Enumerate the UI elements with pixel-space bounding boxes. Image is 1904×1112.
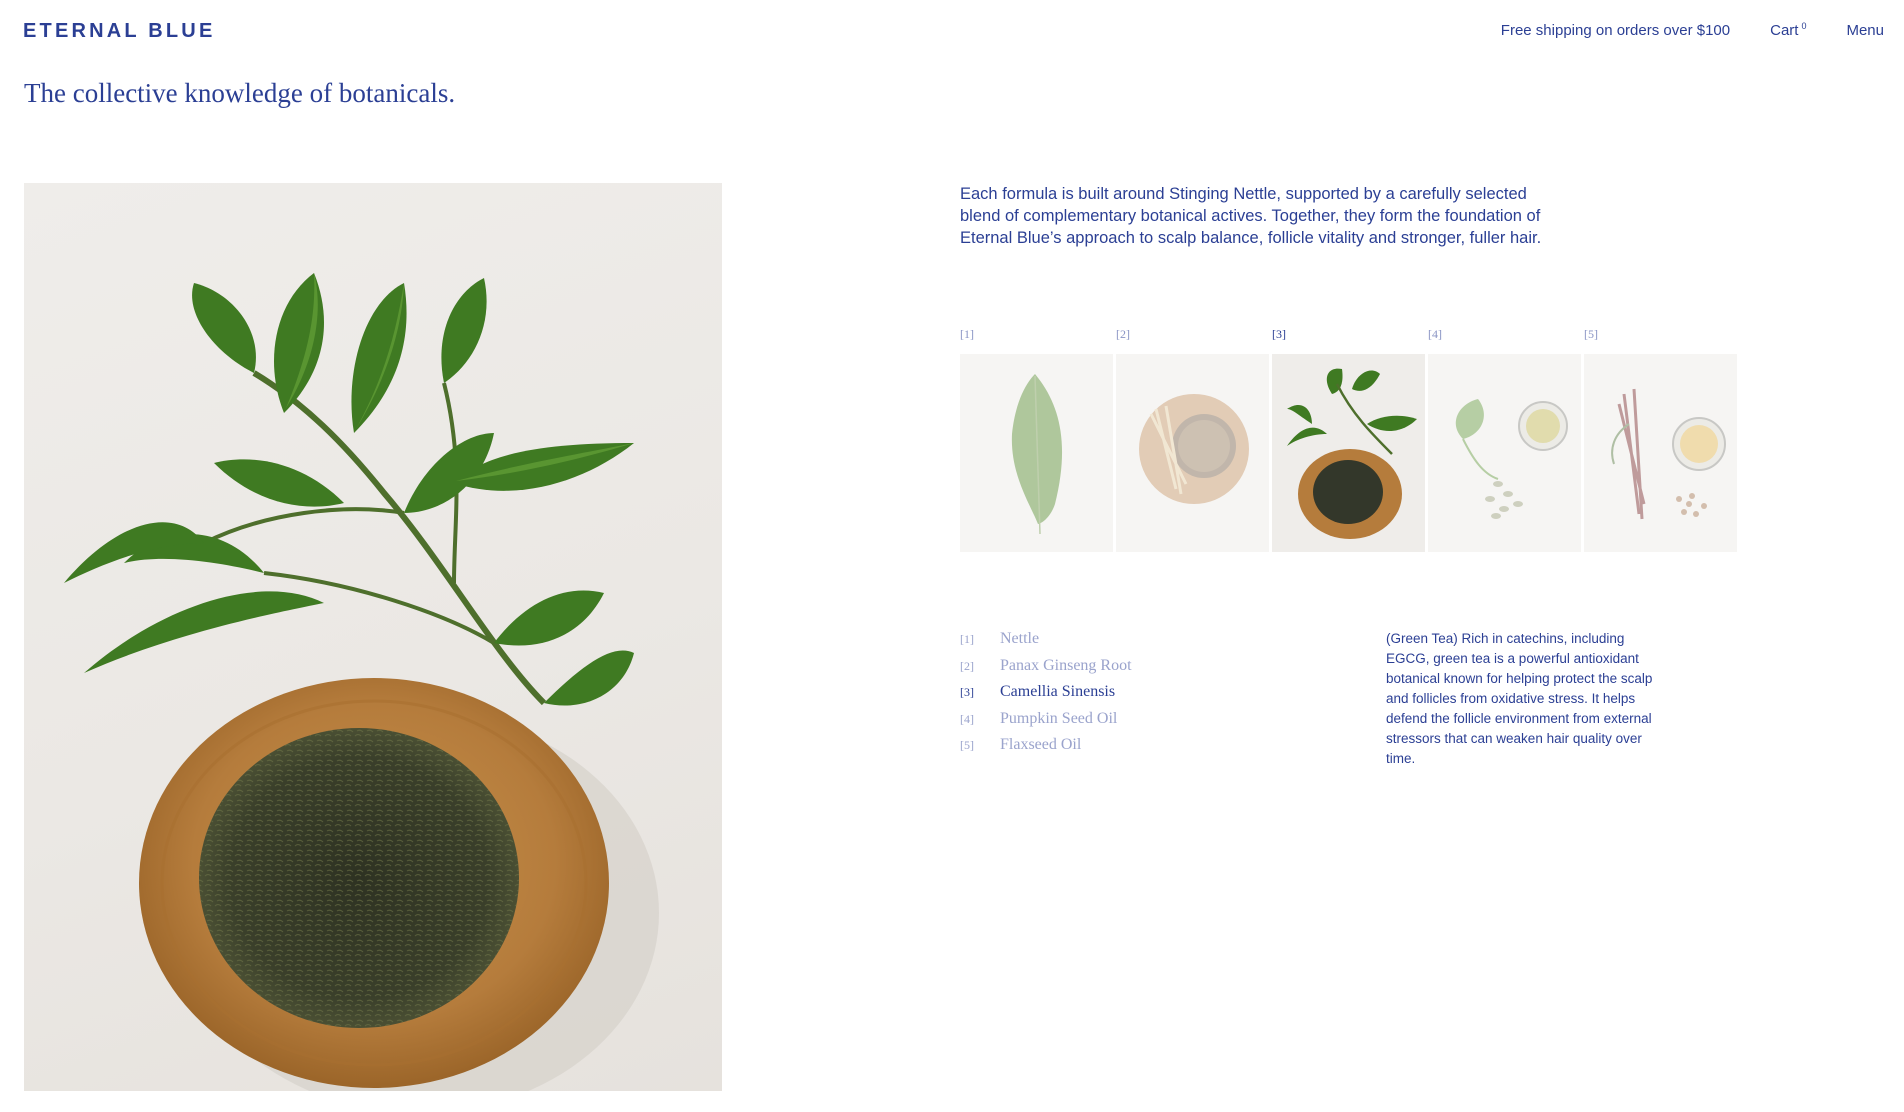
nettle-leaf-image [960, 354, 1113, 552]
header-nav [1501, 22, 1884, 39]
ingredient-index: [2] [960, 658, 974, 673]
ingredient-name: Pumpkin Seed Oil [1000, 709, 1118, 727]
thumbnail-camellia-sinensis[interactable] [1272, 326, 1425, 552]
menu-button[interactable]: Menu [1846, 22, 1884, 39]
intro-paragraph: Each formula is built around Stinging Nettle, supported by a carefully selected blend of complementary botanical actives. Together, they form the foundation of Eternal Blue’s approach to scalp balance, follicle vitality and stronger, fuller hair. [960, 185, 1542, 247]
ingredient-item-pumpkin-seed-oil[interactable] [960, 710, 1132, 737]
green-tea-image [1272, 354, 1425, 552]
thumbnail-index: [5] [1584, 327, 1598, 341]
cart-link[interactable] [1770, 22, 1806, 39]
brand-logo[interactable]: ETERNAL BLUE [23, 20, 216, 42]
thumbnail-index: [3] [1272, 327, 1286, 341]
ingredient-index: [4] [960, 711, 974, 726]
thumbnail-index: [4] [1428, 327, 1442, 341]
flaxseed-image [1584, 354, 1737, 552]
hero-image-green-tea [24, 183, 722, 1091]
thumbnail-pumpkin-seed[interactable] [1428, 326, 1581, 552]
cart-count: 0 [1801, 21, 1807, 31]
thumbnail-nettle[interactable] [960, 326, 1113, 552]
page-title: The collective knowledge of botanicals. [24, 78, 456, 108]
thumbnail-index: [2] [1116, 327, 1130, 341]
ginseng-image [1116, 354, 1269, 552]
ingredient-name: Nettle [1000, 630, 1040, 647]
ingredient-item-flaxseed-oil[interactable] [960, 736, 1132, 763]
ingredient-index: [5] [960, 738, 974, 752]
ingredient-index: [1] [960, 632, 974, 646]
thumbnail-index: [1] [960, 327, 974, 341]
thumbnail-flaxseed[interactable] [1584, 326, 1737, 552]
ingredient-item-nettle[interactable] [960, 630, 1132, 657]
ingredient-name: Panax Ginseng Root [1000, 656, 1132, 674]
pumpkin-seed-image [1428, 354, 1581, 552]
ingredient-item-panax-ginseng-root[interactable] [960, 657, 1132, 684]
ingredient-name: Camellia Sinensis [1000, 683, 1116, 700]
cart-label: Cart [1770, 22, 1799, 39]
ingredient-list [960, 630, 1132, 763]
shipping-notice: Free shipping on orders over $100 [1500, 22, 1731, 39]
ingredient-description: (Green Tea) Rich in catechins, including EGCG, green tea is a powerful antioxidant botanical known for helping protect the scalp and follicles from oxidative stress. It helps defend the follicle environment from external stressors that can weaken hair quality over time. [1386, 631, 1653, 766]
ingredient-name: Flaxseed Oil [1000, 736, 1082, 753]
thumbnail-ginseng[interactable] [1116, 326, 1269, 552]
ingredient-index: [3] [960, 685, 974, 699]
ingredient-thumbnails [960, 326, 1737, 552]
ingredient-item-camellia-sinensis[interactable] [960, 683, 1132, 710]
